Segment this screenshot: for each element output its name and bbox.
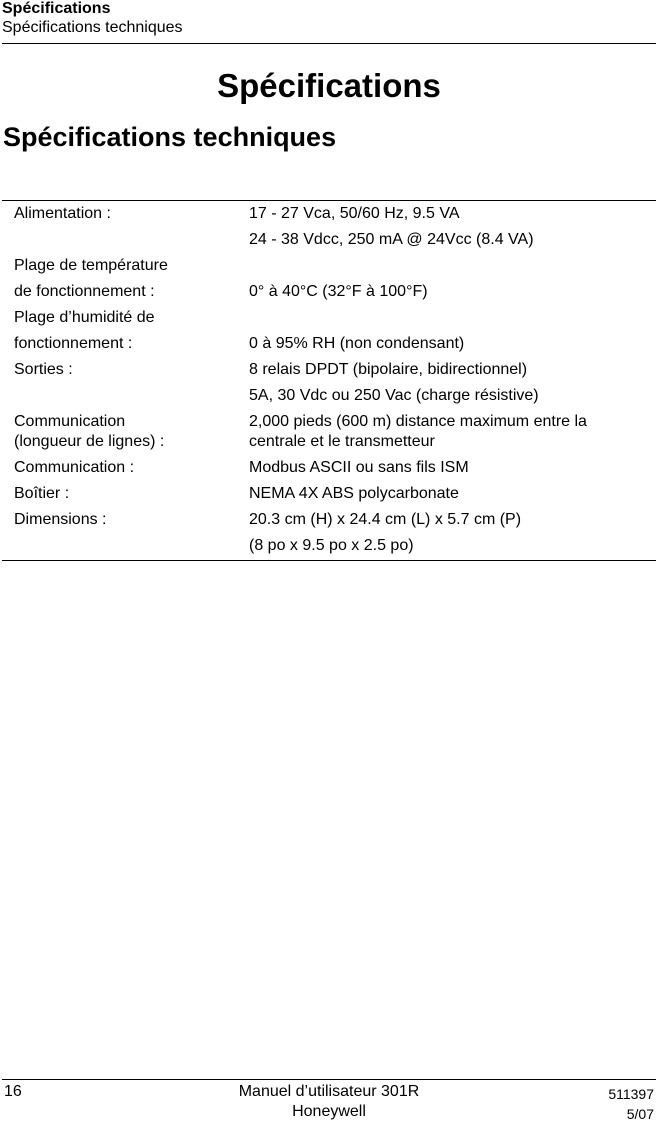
spec-value: 5A, 30 Vdc ou 250 Vac (charge résistive) xyxy=(249,387,539,404)
spec-value: 17 - 27 Vca, 50/60 Hz, 9.5 VA xyxy=(249,205,460,222)
spec-value-line: centrale et le transmetteur xyxy=(249,433,435,450)
running-head-section: Spécifications xyxy=(2,0,111,17)
spec-value xyxy=(249,256,656,276)
spec-row xyxy=(2,230,656,250)
spec-label xyxy=(2,230,249,250)
spec-value: Modbus ASCII ou sans fils ISM xyxy=(249,459,469,476)
running-head-subsection: Spécifications techniques xyxy=(2,19,183,36)
spec-value: 24 - 38 Vdcc, 250 mA @ 24Vcc (8.4 VA) xyxy=(249,231,534,248)
company-name: Honeywell xyxy=(292,1103,366,1120)
section-title: Spécifications techniques xyxy=(3,122,337,152)
spec-row xyxy=(2,282,656,302)
spec-label: Boîtier : xyxy=(14,485,70,502)
spec-row xyxy=(2,510,656,530)
manual-title: Manuel d’utilisateur 301R xyxy=(238,1083,420,1100)
spec-label: Alimentation : xyxy=(14,205,111,222)
spec-value: 8 relais DPDT (bipolaire, bidirectionnel) xyxy=(249,361,528,378)
footer-center xyxy=(2,1082,656,1122)
spec-row xyxy=(2,536,656,556)
footer-doc-info xyxy=(608,1084,654,1124)
doc-number: 511397 xyxy=(608,1086,654,1102)
spec-row xyxy=(2,484,656,504)
spec-row xyxy=(2,334,656,354)
spec-value-line: 2,000 pieds (600 m) distance maximum entre la xyxy=(249,413,587,430)
spec-table xyxy=(2,200,656,561)
spec-label: Dimensions : xyxy=(14,511,107,528)
spec-row xyxy=(2,256,656,276)
spec-row xyxy=(2,386,656,406)
spec-row xyxy=(2,360,656,380)
spec-label: Communication : xyxy=(14,459,135,476)
page-number: 16 xyxy=(4,1083,22,1100)
spec-label xyxy=(2,536,249,556)
spec-label: Plage d’humidité de xyxy=(14,309,155,326)
running-head xyxy=(2,0,656,38)
spec-label xyxy=(2,386,249,406)
footer-rule xyxy=(2,1079,656,1080)
spec-value: 20.3 cm (H) x 24.4 cm (L) x 5.7 cm (P) xyxy=(249,511,522,528)
doc-date: 5/07 xyxy=(626,1106,654,1122)
chapter-title: Spécifications xyxy=(217,67,441,104)
spec-row xyxy=(2,204,656,224)
spec-label: fonctionnement : xyxy=(14,335,133,352)
spec-label: de fonctionnement : xyxy=(14,283,155,300)
spec-value: (8 po x 9.5 po x 2.5 po) xyxy=(249,537,414,554)
spec-label: Plage de température xyxy=(14,257,168,274)
spec-row xyxy=(2,458,656,478)
spec-label: Sorties : xyxy=(14,361,73,378)
spec-label-line: Communication xyxy=(14,413,126,430)
page-footer xyxy=(2,1082,656,1124)
spec-value: NEMA 4X ABS polycarbonate xyxy=(249,485,459,502)
spec-row xyxy=(2,412,656,452)
spec-value: 0° à 40°C (32°F à 100°F) xyxy=(249,283,428,300)
header-rule xyxy=(2,43,656,44)
spec-value xyxy=(249,308,656,328)
spec-value: 0 à 95% RH (non condensant) xyxy=(249,335,465,352)
spec-label-line: (longueur de lignes) : xyxy=(14,433,165,450)
spec-row xyxy=(2,308,656,328)
spec-value xyxy=(249,412,656,452)
spec-label xyxy=(2,412,249,452)
